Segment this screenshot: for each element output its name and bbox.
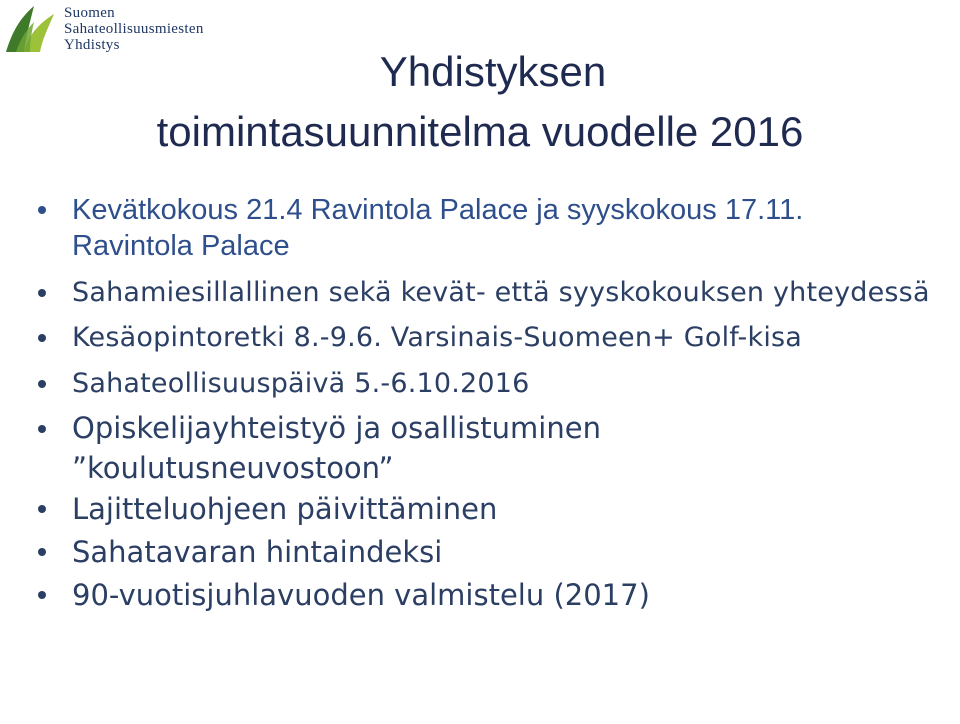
bullet-item — [0, 408, 960, 488]
bullet-list — [0, 192, 960, 617]
logo-line-2: Sahateollisuusmiesten — [64, 21, 204, 37]
bullet-dot-icon — [38, 591, 46, 599]
bullet-text: Sahateollisuuspäivä 5.-6.10.2016 — [72, 368, 530, 399]
bullet-item — [0, 531, 960, 574]
bullet-text: 90-vuotisjuhlavuoden valmistelu (2017) — [72, 578, 650, 612]
bullet-text: Kevätkokous 21.4 Ravintola Palace ja syyskokous 17.11. Ravintola Palace — [72, 194, 804, 262]
bullet-dot-icon — [38, 548, 46, 556]
bullet-item — [0, 274, 960, 312]
bullet-item — [0, 319, 960, 357]
slide-title-line-1: Yhdistyksen — [379, 48, 607, 95]
bullet-dot-icon — [38, 334, 46, 342]
bullet-dot-icon — [38, 505, 46, 513]
bullet-dot-icon — [38, 206, 46, 214]
bullet-item — [0, 365, 960, 403]
logo-line-3: Yhdistys — [64, 37, 120, 53]
bullet-item — [0, 574, 960, 617]
bullet-dot-icon — [38, 425, 46, 433]
bullet-dot-icon — [38, 380, 46, 388]
slide-title — [0, 42, 960, 162]
bullet-item — [0, 192, 960, 264]
bullet-dot-icon — [38, 289, 46, 297]
bullet-text: Kesäopintoretki 8.-9.6. Varsinais-Suomeen+ Golf-kisa — [72, 322, 803, 353]
bullet-text: Opiskelijayhteistyö ja osallistuminen ”koulutusneuvostoon” — [72, 411, 601, 485]
bullet-text: Sahamiesillallinen sekä kevät- että syyskokouksen yhteydessä — [72, 277, 930, 308]
logo-line-1: Suomen — [64, 5, 115, 21]
bullet-text: Lajitteluohjeen päivittäminen — [72, 492, 498, 526]
slide-title-line-2: toimintasuunnitelma vuodelle 2016 — [156, 108, 804, 155]
bullet-item — [0, 488, 960, 531]
bullet-text: Sahatavaran hintaindeksi — [72, 535, 443, 569]
